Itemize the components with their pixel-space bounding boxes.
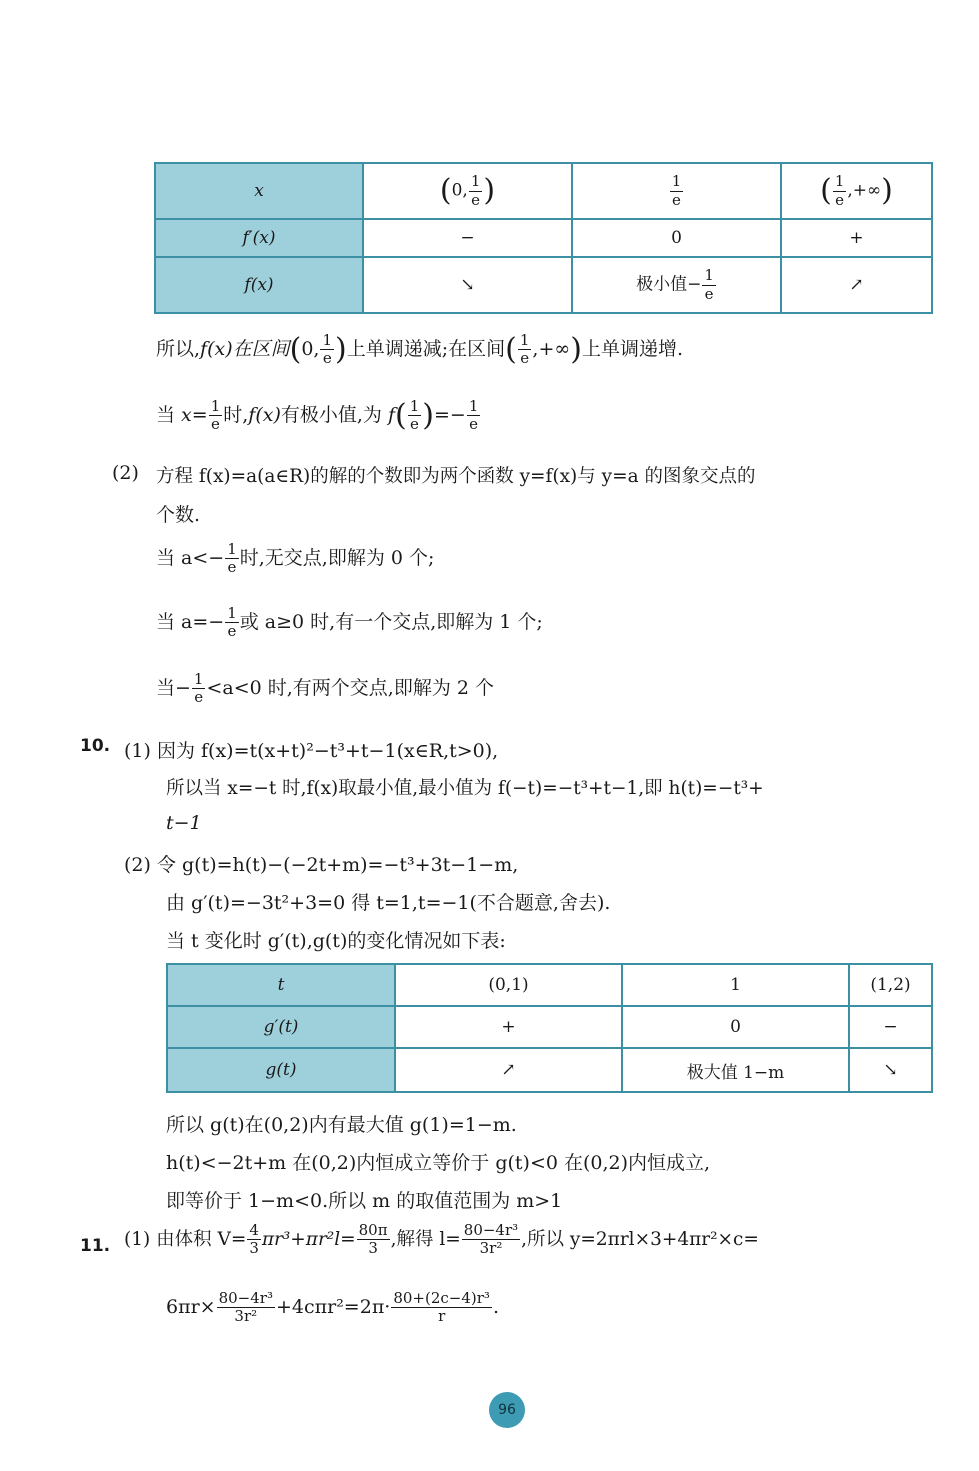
page-number: 96 — [489, 1392, 525, 1428]
cell-gp-1: + — [395, 1006, 622, 1048]
cell-t-1: (0,1) — [395, 964, 622, 1006]
cell-g-1: ↗ — [395, 1048, 622, 1092]
cell-t-3: (1,2) — [849, 964, 932, 1006]
p10-line3: t−1 — [166, 812, 202, 834]
part2-line1: 方程 f(x)=a(a∈R)的解的个数即为两个函数 y=f(x)与 y=a 的图象交点的 — [156, 466, 756, 487]
cell-f-1: ↘ — [363, 257, 572, 313]
header-g: g(t) — [167, 1048, 395, 1092]
cell-gp-3: − — [849, 1006, 932, 1048]
cell-f-3: ↗ — [781, 257, 932, 313]
cell-g-3: ↘ — [849, 1048, 932, 1092]
cell-t-2: 1 — [622, 964, 849, 1006]
case-2: 当 a=− $\frac{1}{e}$ 或 a≥0 时,有一个交点,即解为 1 个; — [156, 604, 543, 641]
problem-10-number: 10. — [80, 736, 111, 756]
cell-interval-2: ( $\frac{1}{e}$ ,+∞) — [781, 163, 932, 219]
p10-line6: 当 t 变化时 g′(t),g(t)的变化情况如下表: — [166, 930, 506, 952]
header-x: x — [155, 163, 363, 219]
p10-line2: 所以当 x=−t 时,f(x)取最小值,最小值为 f(−t)=−t³+t−1,即 h(t)=−t³+ — [166, 778, 764, 799]
table-monotonicity-f — [154, 162, 933, 314]
cell-g-2: 极大值 1−m — [622, 1048, 849, 1092]
case-1: 当 a<− $\frac{1}{e}$ 时,无交点,即解为 0 个; — [156, 540, 435, 577]
cell-fp-3: + — [781, 219, 932, 257]
cell-interval-1: (0, $\frac{1}{e}$ ) — [363, 163, 572, 219]
header-f: f(x) — [155, 257, 363, 313]
table-monotonicity-g — [166, 963, 933, 1093]
p11-line1: (1) 由体积 V= $\frac{4}{3}$ πr³+πr²l= $\frac{80\pi}{3}$ ,解得 l= $\frac{\text{80−4r³}}{\text{3r²}}$ ,所以 y=2πrl×3+4πr²×c= — [124, 1221, 759, 1258]
cell-fp-1: − — [363, 219, 572, 257]
part2-line2: 个数. — [156, 504, 201, 526]
part2-label: (2) — [112, 462, 139, 484]
para-minimum: 当 x= $\frac{1}{e}$ 时,f(x)有极小值,为 f( $\frac{1}{e}$ )=− $\frac{1}{e}$ — [156, 397, 479, 434]
header-fprime: f′(x) — [155, 219, 363, 257]
p10-line4: (2) 令 g(t)=h(t)−(−2t+m)=−t³+3t−1−m, — [124, 854, 519, 876]
cell-gp-2: 0 — [622, 1006, 849, 1048]
p10b-line3: 即等价于 1−m<0.所以 m 的取值范围为 m>1 — [166, 1190, 563, 1212]
p11-line2: 6πr× $\frac{\text{80−4r³}}{\text{3r²}}$ +4cπr²=2π· $\frac{\text{80+(2c−4)r³}}{r}$ . — [166, 1289, 499, 1326]
cell-f-2: 极小值− $\frac{1}{e}$ — [572, 257, 781, 313]
p10-line1: (1) 因为 f(x)=t(x+t)²−t³+t−1(x∈R,t>0), — [124, 740, 499, 762]
header-gprime: g′(t) — [167, 1006, 395, 1048]
cell-point: $\frac{1}{e}$ — [572, 163, 781, 219]
p10b-line1: 所以 g(t)在(0,2)内有最大值 g(1)=1−m. — [166, 1114, 517, 1136]
p10-line5: 由 g′(t)=−3t²+3=0 得 t=1,t=−1(不合题意,舍去). — [166, 892, 611, 914]
p10b-line2: h(t)<−2t+m 在(0,2)内恒成立等价于 g(t)<0 在(0,2)内恒成立, — [166, 1152, 711, 1174]
para-monotonic: 所以,f(x)在区间(0, $\frac{1}{e}$ )上单调递减;在区间( $\frac{1}{e}$ ,+∞)上单调递增. — [156, 331, 683, 368]
case-3: 当− $\frac{1}{e}$ <a<0 时,有两个交点,即解为 2 个 — [156, 670, 495, 707]
header-t: t — [167, 964, 395, 1006]
cell-fp-2: 0 — [572, 219, 781, 257]
problem-11-number: 11. — [80, 1236, 111, 1256]
